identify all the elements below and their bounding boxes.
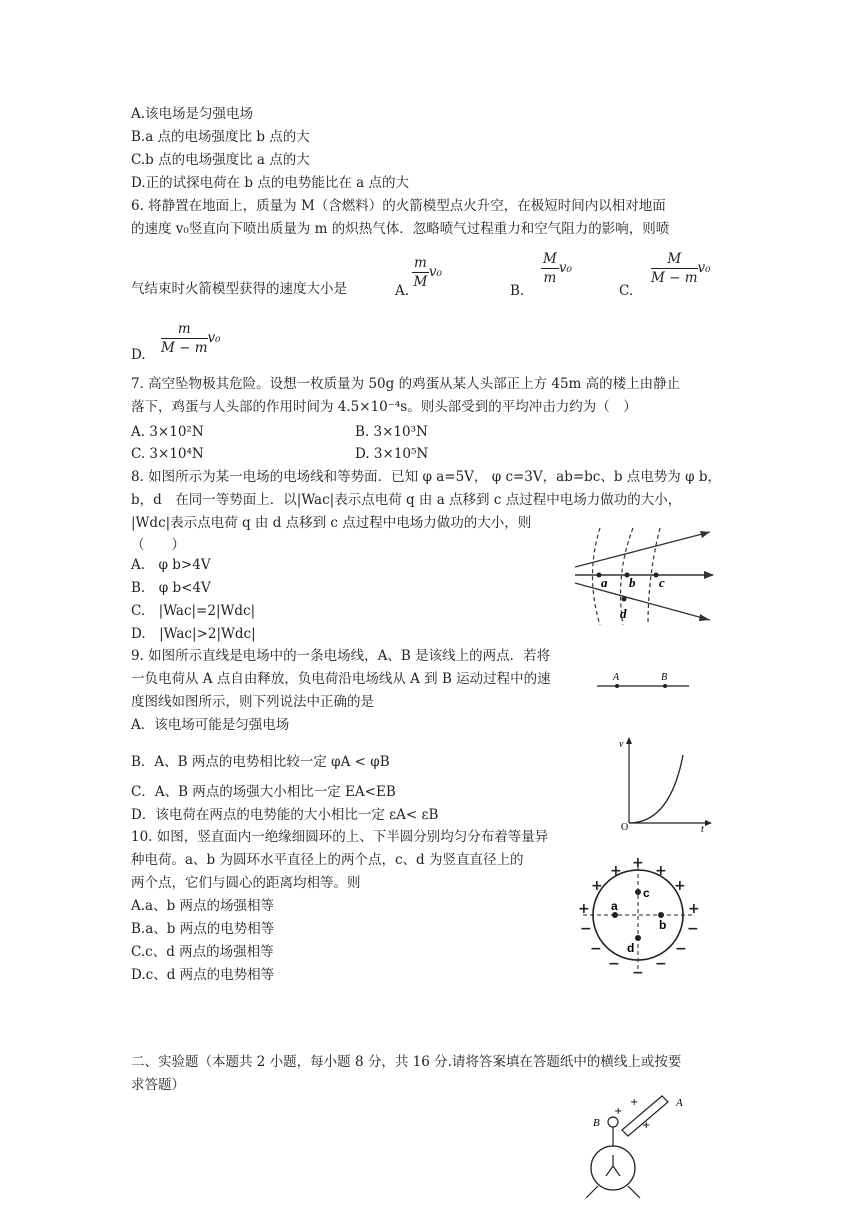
label-A: A [676, 1097, 683, 1109]
label-d: d [620, 606, 627, 621]
q6-option-d-label: D. [131, 347, 146, 363]
q6-line-3: 气结束时火箭模型获得的速度大小是 [131, 281, 347, 297]
plus-mark-2: + [614, 1106, 623, 1117]
q6-line-1: 6. 将静置在地面上，质量为 M（含燃料）的火箭模型点火升空，在极短时间内以相对地面 [131, 198, 666, 214]
point-d [635, 935, 641, 941]
q9-velocity-graph [615, 735, 715, 835]
q6-line-2: 的速度 v₀竖直向下喷出质量为 m 的炽热气体．忽略喷气过程重力和空气阻力的影响，则喷 [131, 221, 670, 237]
label-b: b [659, 918, 667, 932]
svg-text:+: + [688, 901, 700, 917]
q10-option-a: A.a、b 两点的场强相等 [131, 898, 275, 914]
q9-option-a: A．该电场可能是匀强电场 [131, 717, 290, 733]
q7-option-b: B. 3×10³N [355, 424, 428, 440]
q6-option-b-label: B. [510, 283, 525, 299]
svg-text:−: − [580, 921, 592, 937]
q6-option-d-formula: $\frac{m}{M - m}$ v₀ [161, 321, 221, 356]
arrow-head-lower [699, 614, 710, 621]
label-a: a [611, 899, 618, 913]
svg-text:−: − [655, 956, 667, 972]
q5-option-a: A.该电场是匀强电场 [131, 106, 254, 122]
q6-option-a-label: A. [395, 283, 410, 299]
plus-mark-1: + [630, 1097, 639, 1108]
label-b: b [629, 575, 636, 590]
point-A [615, 684, 619, 688]
arrow-head-middle [704, 571, 714, 579]
svg-text:−: − [687, 921, 699, 937]
q10-line-2: 种电荷。a、b 为圆环水平直径上的两个点，c、d 为竖直直径上的 [131, 852, 524, 868]
label-B: B [661, 672, 668, 683]
label-A: A [613, 672, 620, 683]
svg-text:+: + [632, 855, 644, 871]
svg-text:+: + [655, 863, 667, 879]
point-d [622, 597, 627, 602]
field-line-lower [575, 583, 710, 620]
svg-text:−: − [675, 941, 687, 957]
svg-text:+: + [674, 878, 686, 894]
label-v: v [619, 739, 624, 750]
q9-option-c: C．A、B 两点的场强大小相比一定 EA<EB [131, 784, 396, 800]
q10-option-b: B.a、b 两点的电势相等 [131, 921, 275, 937]
q9-field-line-figure [595, 668, 695, 693]
q6-option-b-formula: $\frac{M}{m}$ v₀ [543, 251, 572, 286]
q9-line-1: 9. 如图所示直线是电场中的一条电场线，A、B 是该线上的两点．若将 [131, 648, 551, 664]
label-origin: O [621, 822, 629, 833]
point-B [663, 684, 667, 688]
q7-line-2: 落下，鸡蛋与人头部的作用时间为 4.5×10⁻⁴s。则头部受到的平均冲击力约为（ ） [131, 399, 637, 415]
q10-option-d: D.c、d 两点的电势相等 [131, 967, 275, 983]
q8-option-d: D. |Wac|>2|Wdc| [131, 626, 256, 642]
electroscope-case [591, 1146, 635, 1190]
label-t: t [701, 824, 704, 835]
electroscope-ball-B [608, 1117, 618, 1127]
velocity-curve [629, 755, 683, 823]
section2-heading-line-1: 二、实验题（本题共 2 小题，每小题 8 分，共 16 分.请将答案填在答题纸中的横线上或按要 [131, 1054, 682, 1070]
arrow-head-upper [700, 531, 710, 538]
q5-option-d: D.正的试探电荷在 b 点的电势能比在 a 点的大 [131, 175, 409, 191]
section2-heading-line-2: 求答题） [131, 1077, 185, 1093]
q10-line-1: 10. 如图，竖直面内一绝缘细圆环的上、下半圆分别均匀分布着等量异 [131, 829, 549, 845]
electroscope-leg-right [628, 1186, 640, 1198]
q5-option-c: C.b 点的电场强度比 a 点的大 [131, 152, 310, 168]
q9-option-d: D．该电荷在两点的电势能的大小相比一定 εA< εB [131, 807, 439, 823]
q8-option-c: C. |Wac|=2|Wdc| [131, 603, 256, 619]
label-c: c [659, 575, 665, 590]
electroscope-leg-left [586, 1186, 598, 1198]
q7-line-1: 7. 高空坠物极其危险。设想一枚质量为 50g 的鸡蛋从某人头部正上方 45m 高的楼上由静止 [131, 376, 681, 392]
q7-option-d: D. 3×10⁵N [355, 446, 429, 462]
point-c [635, 889, 641, 895]
q6-option-a-formula: $\frac{m}{M}$ v₀ [413, 255, 442, 290]
q7-option-a: A. 3×10²N [131, 424, 204, 440]
q8-line-3: |Wdc|表示点电荷 q 由 d 点移到 c 点过程中电场力做功的大小，则 [131, 515, 532, 531]
q8-field-figure [570, 525, 720, 630]
label-c: c [643, 886, 650, 900]
q6-option-c-formula: $\frac{M}{M - m}$ v₀ [651, 251, 711, 286]
q7-option-c: C. 3×10⁴N [131, 446, 204, 462]
q8-option-a: A. φ b>4V [131, 557, 211, 573]
label-B: B [593, 1117, 600, 1129]
svg-text:−: − [632, 965, 644, 980]
q8-line-2: b，d 在同一等势面上．以|Wac|表示点电荷 q 由 a 点移到 c 点过程中电场力做功的大小， [131, 492, 682, 508]
q8-line-1: 8. 如图所示为某一电场的电场线和等势面．已知 φ a=5V， φ c=3V，ab=bc、b 点电势为 φ b， [131, 469, 721, 485]
q10-ring-figure [575, 855, 705, 980]
v-axis-arrow [626, 737, 632, 744]
q10-option-c: C.c、d 两点的场强相等 [131, 944, 274, 960]
q9-option-b: B．A、B 两点的电势相比较一定 φA < φB [131, 754, 390, 770]
q10-line-3: 两个点，它们与圆心的距离均相等。则 [131, 875, 361, 891]
q8-line-4: （ ） [131, 537, 185, 553]
electroscope-figure [578, 1090, 698, 1210]
q5-option-b: B.a 点的电场强度比 b 点的大 [131, 129, 310, 145]
q9-line-2: 一负电荷从 A 点自由释放，负电荷沿电场线从 A 到 B 运动过程中的速 [131, 671, 551, 687]
svg-text:+: + [610, 863, 622, 879]
svg-text:−: − [608, 956, 620, 972]
svg-text:+: + [578, 901, 590, 917]
svg-text:−: − [590, 941, 602, 957]
t-axis-arrow [705, 820, 712, 826]
q9-line-3: 度图线如图所示，则下列说法中正确的是 [131, 694, 374, 710]
q6-option-c-label: C. [619, 283, 634, 299]
point-c [654, 573, 659, 578]
label-a: a [601, 575, 608, 590]
svg-text:+: + [591, 878, 603, 894]
plus-mark-3: + [642, 1120, 651, 1131]
plus-charges [578, 855, 700, 917]
label-d: d [627, 941, 635, 955]
q8-option-b: B. φ b<4V [131, 580, 211, 596]
